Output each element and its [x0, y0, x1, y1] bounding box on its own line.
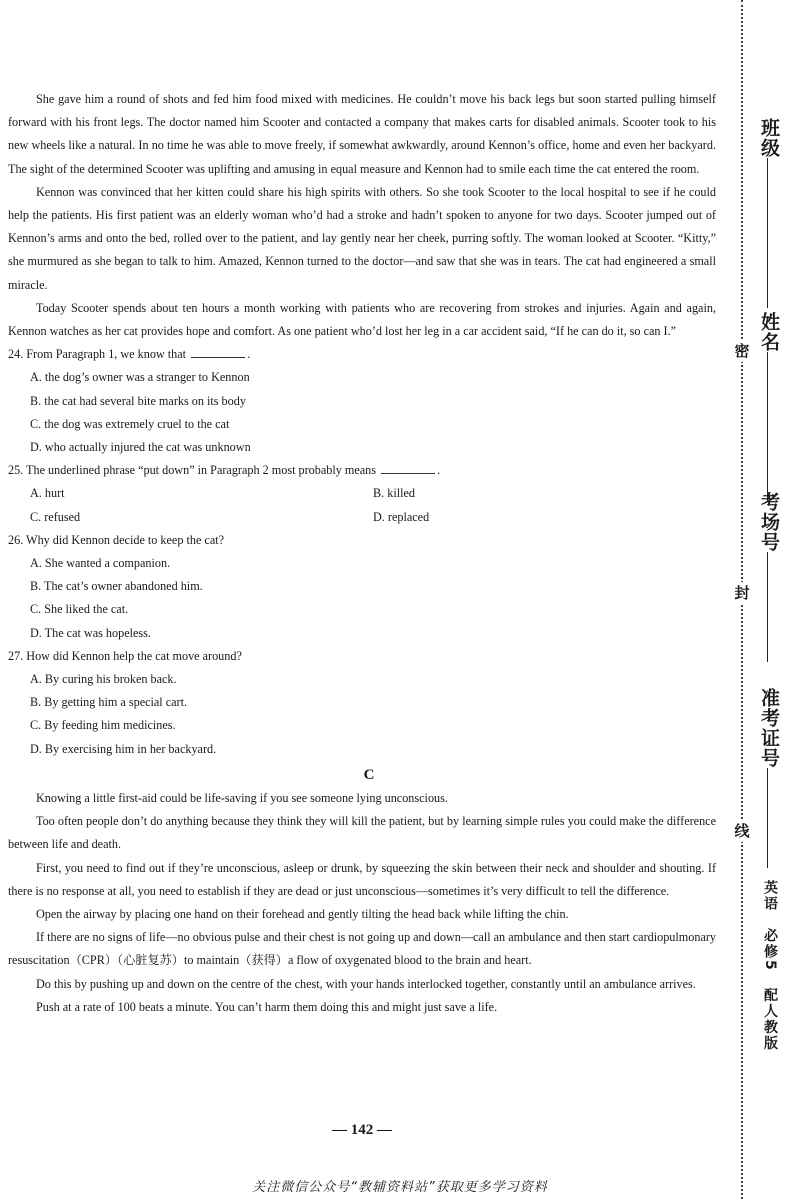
option-b: B. killed	[373, 486, 415, 501]
passage-c-paragraph: Push at a rate of 100 beats a minute. You can’t harm them doing this and might just save a life.	[36, 999, 498, 1014]
field-label: 考场号	[758, 492, 780, 552]
question-stem	[8, 343, 716, 366]
option-c: C. By feeding him medicines.	[30, 718, 176, 733]
option-c: C. the dog was extremely cruel to the cat	[30, 416, 230, 431]
question-27	[8, 645, 716, 761]
option-d: D. replaced	[373, 509, 430, 524]
question-26	[8, 529, 716, 645]
question-25	[8, 459, 716, 529]
option-row	[8, 482, 716, 505]
fill-line	[767, 768, 768, 868]
question-24	[8, 343, 716, 459]
option-d: D. The cat was hopeless.	[30, 625, 151, 640]
stem-end: .	[247, 347, 251, 362]
class-field	[756, 118, 780, 308]
passage-c-paragraph: First, you need to find out if they’re unconscious, asleep or drunk, by squeezing the skin between their neck and shoulder and shouting. If there is no response at all, you need to establish if they are dead or just unconscious—sometimes it’s very difficult to tell the difference.	[8, 860, 716, 898]
option-d: D. By exercising him in her backyard.	[30, 741, 217, 756]
option-d: D. who actually injured the cat was unknown	[30, 440, 251, 455]
passage-c-paragraph: Knowing a little first-aid could be life-saving if you see someone lying unconscious.	[36, 790, 448, 805]
option-c: C. refused	[30, 509, 81, 524]
page-number: — 142 —	[332, 1122, 392, 1138]
option-a: A. hurt	[30, 486, 65, 501]
book-info: 英语 必修5 配人教版	[762, 880, 778, 1052]
question-stem: 26. Why did Kennon decide to keep the cat?	[8, 532, 225, 547]
option-a: A. She wanted a companion.	[30, 556, 171, 571]
name-field	[756, 312, 780, 502]
answer-blank	[191, 347, 245, 358]
option-b: B. The cat’s owner abandoned him.	[30, 579, 203, 594]
stem-text: 25. The underlined phrase “put down” in Paragraph 2 most probably means	[8, 463, 377, 478]
stem-end: .	[437, 463, 441, 478]
binding-mark: 线	[731, 820, 753, 842]
passage-c-paragraph: Open the airway by placing one hand on their forehead and gently tilting the head back while lifting the chin.	[36, 906, 569, 921]
field-label: 准考证号	[758, 688, 780, 768]
option-row	[8, 506, 716, 529]
binding-mark: 密	[731, 340, 753, 362]
passage-c-paragraph: Too often people don’t do anything because they think they will kill the patient, but by learning simple rules you could make the difference between life and death.	[8, 814, 716, 852]
field-label: 姓名	[758, 312, 780, 352]
option-b: B. By getting him a special cart.	[30, 695, 188, 710]
question-stem	[8, 459, 716, 482]
option-a: A. By curing his broken back.	[30, 672, 177, 687]
stem-text: 24. From Paragraph 1, we know that	[8, 347, 187, 362]
option-a: A. the dog’s owner was a stranger to Kennon	[30, 370, 250, 385]
question-stem: 27. How did Kennon help the cat move around?	[8, 648, 242, 663]
section-title: C	[363, 766, 375, 783]
admission-number-field	[756, 688, 780, 868]
passage-b-paragraph: Kennon was convinced that her kitten could share his high spirits with others. So she took Scooter to the local hospital to see if he could help the patients. His first patient was an elderly woman who’d had a stroke and hadn’t spoken to anyone for two days. Scooter jumped out of Kennon’s arms and onto the bed, rolled over to the patient, and lay gently near her cheek, purring softly. The woman looked at Scooter. “Kitty,” she murmured as she began to talk to him. Amazed, Kennon turned to the doctor—and saw that she was in tears. The cat had engineered a small miracle.	[8, 184, 716, 292]
footer-note: 关注微信公众号“教辅资料站”获取更多学习资料	[252, 1180, 548, 1195]
exam-room-field	[756, 492, 780, 662]
fill-line	[767, 352, 768, 502]
binding-mark: 封	[731, 582, 753, 604]
main-content	[8, 88, 716, 1019]
fill-line	[767, 158, 768, 308]
field-label: 班级	[758, 118, 780, 158]
answer-blank	[381, 463, 435, 474]
passage-c-paragraph: Do this by pushing up and down on the centre of the chest, with your hands interlocked together, constantly until an ambulance arrives.	[36, 976, 696, 991]
passage-c-paragraph: If there are no signs of life—no obvious pulse and their chest is not going up and down—call an ambulance and then start cardiopulmonary resuscitation（CPR）（心脏复苏）to maintain（获得）a flow of oxygenated blood to the brain and heart.	[8, 930, 716, 968]
fill-line	[767, 552, 768, 662]
passage-b-paragraph: She gave him a round of shots and fed him food mixed with medicines. He couldn’t move his back legs but soon started pulling himself forward with his front legs. The doctor named him Scooter and contacted a company that makes carts for disabled animals. Scooter took to his new wheels like a natural. In no time he was able to move freely, if somewhat awkwardly, around Kennon’s office, home and even her backyard. The sight of the determined Scooter was uplifting and amusing in equal measure and Kennon had to smile each time the cat entered the room.	[8, 92, 716, 176]
option-c: C. She liked the cat.	[30, 602, 129, 617]
option-b: B. the cat had several bite marks on its body	[30, 393, 246, 408]
passage-b-paragraph: Today Scooter spends about ten hours a month working with patients who are recovering from strokes and injuries. Again and again, Kennon watches as her cat provides hope and comfort. As one patient who’d lost her leg in a car accident said, “If he can do it, so can I.”	[8, 300, 716, 339]
